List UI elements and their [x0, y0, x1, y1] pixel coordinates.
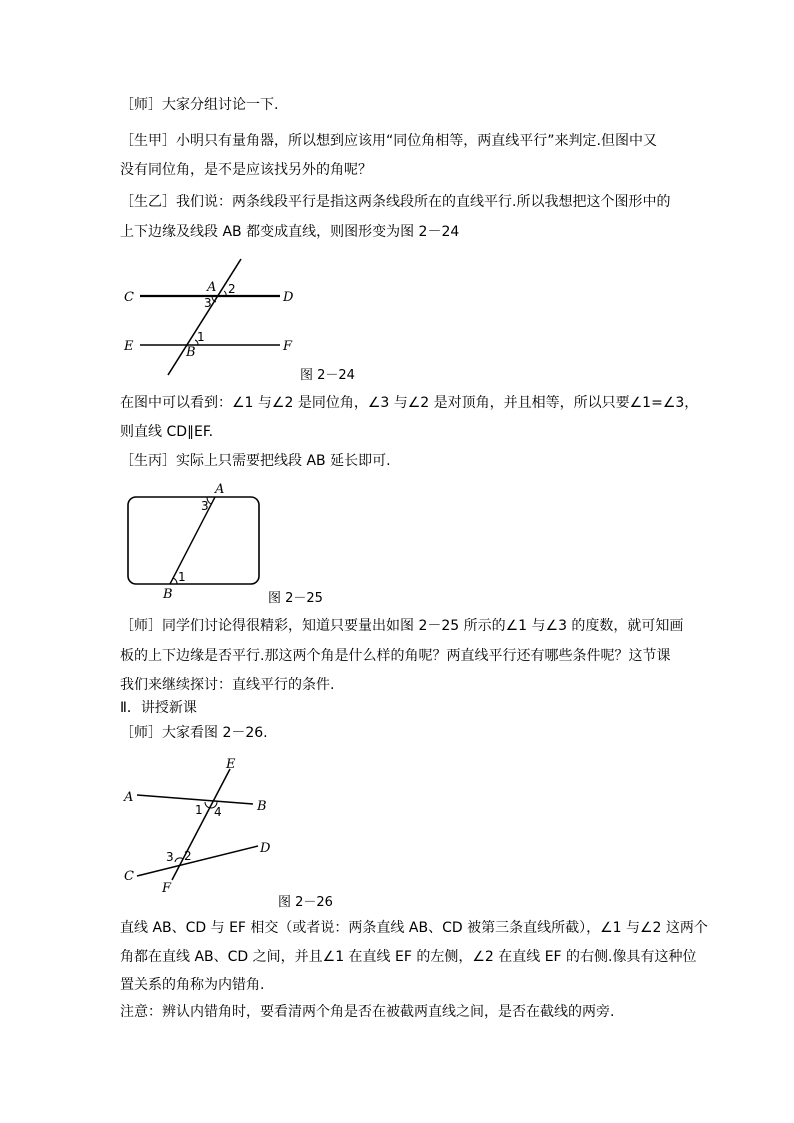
figure-2-26 [120, 752, 280, 896]
label-b: B [163, 587, 173, 602]
label-d: D [260, 841, 271, 856]
line-ef [172, 769, 230, 880]
label-c: C [124, 869, 134, 884]
figure-2-24 [120, 255, 310, 380]
label-angle-3: 3 [201, 499, 209, 513]
label-angle-3: 3 [204, 296, 212, 310]
paragraph-observation-line2: 则直线 CD∥EF. [120, 424, 214, 440]
paragraph-note: 注意：辨认内错角时，要看清两个角是否在被截两直线之间，是否在截线的两旁. [120, 1004, 615, 1020]
paragraph-definition-line3: 置关系的角称为内错角. [120, 977, 265, 993]
paragraph-teacher-2-line3: 我们来继续探讨：直线平行的条件. [120, 677, 335, 693]
label-e: E [226, 757, 236, 772]
paragraph-student-a-line1: ［生甲］小明只有量角器，所以想到应该用“同位角相等，两直线平行”来判定.但图中又 [120, 133, 657, 149]
paragraph-teacher-3: ［师］大家看图 2－26. [120, 725, 268, 741]
paragraph-student-b-line2: 上下边缘及线段 AB 都变成直线，则图形变为图 2－24 [120, 224, 460, 240]
label-a: A [207, 280, 217, 295]
paragraph-student-b-line1: ［生乙］我们说：两条线段平行是指这两条线段所在的直线平行.所以我想把这个图形中的 [120, 194, 671, 210]
line-ab [168, 259, 241, 375]
paragraph-teacher-1: ［师］大家分组讨论一下. [120, 97, 279, 113]
paragraph-student-a-line2: 没有同位角，是不是应该找另外的角呢？ [120, 162, 372, 178]
label-a: A [215, 482, 225, 497]
label-e: E [124, 339, 134, 354]
label-b: B [186, 345, 196, 360]
drawing-board [128, 497, 259, 584]
paragraph-observation-line1: 在图中可以看到：∠1 与∠2 是同位角，∠3 与∠2 是对顶角，并且相等，所以只要∠1=∠3， [120, 395, 699, 411]
label-angle-3: 3 [166, 850, 174, 864]
paragraph-definition-line1: 直线 AB、CD 与 EF 相交（或者说：两条直线 AB、CD 被第三条直线所截），∠1 与∠2 这两个 [120, 920, 708, 936]
label-angle-1: 1 [197, 330, 205, 344]
paragraph-teacher-2-line2: 板的上下边缘是否平行.那这两个角是什么样的角呢？两直线平行还有哪些条件呢？这节课 [120, 648, 671, 664]
label-a: A [124, 790, 134, 805]
label-d: D [283, 290, 294, 305]
label-f: F [162, 881, 172, 896]
caption-figure-2-25: 图 2－25 [268, 591, 323, 606]
caption-figure-2-24: 图 2－24 [300, 368, 355, 383]
figure-2-25 [120, 478, 270, 603]
label-b: B [257, 799, 267, 814]
caption-figure-2-26: 图 2－26 [278, 895, 333, 910]
line-cd [137, 846, 258, 876]
label-angle-2: 2 [184, 849, 192, 863]
paragraph-definition-line2: 角都在直线 AB、CD 之间，并且∠1 在直线 EF 的左侧，∠2 在直线 EF 的右侧.像具有这种位 [120, 949, 697, 965]
paragraph-teacher-2-line1: ［师］同学们讨论得很精彩，知道只要量出如图 2－25 所示的∠1 与∠3 的度数，就可知画 [120, 618, 684, 634]
label-angle-4: 4 [214, 805, 222, 819]
angle-arc-1 [173, 578, 177, 584]
paragraph-student-c: ［生丙］实际上只需要把线段 AB 延长即可. [120, 453, 391, 469]
label-angle-1: 1 [195, 803, 203, 817]
label-f: F [283, 339, 293, 354]
label-c: C [124, 290, 134, 305]
section-heading-new-lesson: Ⅱ．讲授新课 [120, 700, 197, 716]
label-angle-1: 1 [178, 570, 186, 584]
label-angle-2: 2 [228, 282, 236, 296]
